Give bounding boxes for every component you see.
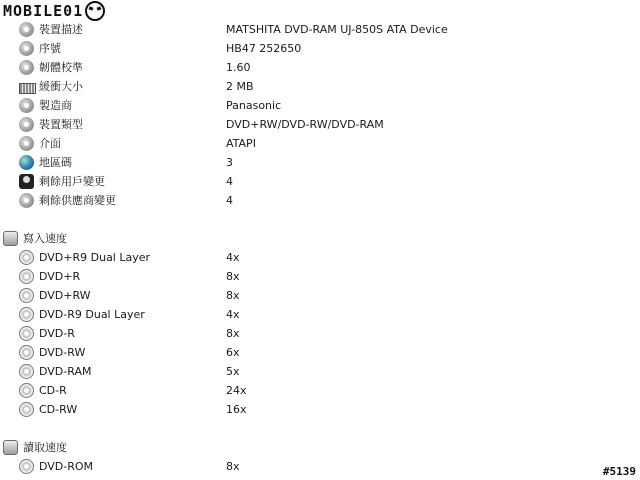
optical-drive-icon bbox=[3, 231, 18, 246]
property-value: MATSHITA DVD-RAM UJ-850S ATA Device bbox=[226, 23, 448, 36]
globe-icon bbox=[19, 155, 34, 170]
disc-icon bbox=[19, 345, 34, 360]
disc-icon bbox=[19, 383, 34, 398]
property-value: 1.60 bbox=[226, 61, 251, 74]
property-label: 介面 bbox=[39, 137, 61, 150]
section-title: 寫入速度 bbox=[23, 232, 67, 245]
speed-value: 24x bbox=[226, 384, 247, 397]
speed-value: 16x bbox=[226, 403, 247, 416]
property-label: 製造商 bbox=[39, 99, 72, 112]
media-type-label: CD-R bbox=[39, 384, 67, 397]
speed-value: 6x bbox=[226, 346, 240, 359]
media-type-label: DVD-ROM bbox=[39, 460, 94, 473]
speed-value: 8x bbox=[226, 460, 240, 473]
property-value: 4 bbox=[226, 175, 233, 188]
gear-icon bbox=[19, 136, 34, 151]
property-value: 2 MB bbox=[226, 80, 254, 93]
gear-icon bbox=[19, 22, 34, 37]
property-value: 3 bbox=[226, 156, 233, 169]
property-label: 序號 bbox=[39, 42, 61, 55]
property-value: ATAPI bbox=[226, 137, 256, 150]
speed-value: 4x bbox=[226, 251, 240, 264]
speed-value: 4x bbox=[226, 308, 240, 321]
speed-value: 5x bbox=[226, 365, 240, 378]
media-type-label: CD-RW bbox=[39, 403, 78, 416]
property-label: 裝置類型 bbox=[39, 118, 83, 131]
speed-value: 8x bbox=[226, 327, 240, 340]
property-label: 裝置描述 bbox=[39, 23, 83, 36]
speed-value: 8x bbox=[226, 270, 240, 283]
property-label: 剩餘用戶變更 bbox=[39, 175, 105, 188]
media-type-label: DVD-R9 Dual Layer bbox=[39, 308, 145, 321]
property-label: 地區碼 bbox=[39, 156, 72, 169]
property-label: 緩衝大小 bbox=[39, 80, 83, 93]
speed-value: 8x bbox=[226, 289, 240, 302]
media-type-label: DVD-R bbox=[39, 327, 75, 340]
memory-chip-icon bbox=[19, 83, 36, 94]
gear-icon bbox=[19, 98, 34, 113]
disc-icon bbox=[19, 288, 34, 303]
property-label: 剩餘供應商變更 bbox=[39, 194, 116, 207]
disc-icon bbox=[19, 269, 34, 284]
media-type-label: DVD+RW bbox=[39, 289, 91, 302]
gears-icon bbox=[19, 193, 34, 208]
property-value: 4 bbox=[226, 194, 233, 207]
media-type-label: DVD-RAM bbox=[39, 365, 92, 378]
media-type-label: DVD+R bbox=[39, 270, 81, 283]
property-value: Panasonic bbox=[226, 99, 282, 112]
disc-icon bbox=[19, 326, 34, 341]
disc-icon bbox=[19, 402, 34, 417]
optical-drive-icon bbox=[3, 440, 18, 455]
disc-icon bbox=[19, 459, 34, 474]
mobile01-watermark-logo bbox=[3, 2, 125, 20]
corner-id-badge: #5139 bbox=[602, 465, 636, 478]
gear-icon bbox=[19, 60, 34, 75]
smiley-face-icon bbox=[85, 1, 105, 21]
property-value: HB47 252650 bbox=[226, 42, 302, 55]
property-label: 韌體校準 bbox=[39, 61, 83, 74]
media-type-label: DVD-RW bbox=[39, 346, 86, 359]
media-type-label: DVD+R9 Dual Layer bbox=[39, 251, 151, 264]
gear-icon bbox=[19, 117, 34, 132]
disc-icon bbox=[19, 364, 34, 379]
property-value: DVD+RW/DVD-RW/DVD-RAM bbox=[226, 118, 384, 131]
gear-icon bbox=[19, 41, 34, 56]
watermark-text: MOBILE01 bbox=[3, 2, 84, 20]
section-title: 讀取速度 bbox=[23, 441, 67, 454]
disc-icon bbox=[19, 307, 34, 322]
user-icon bbox=[19, 174, 34, 189]
disc-icon bbox=[19, 250, 34, 265]
